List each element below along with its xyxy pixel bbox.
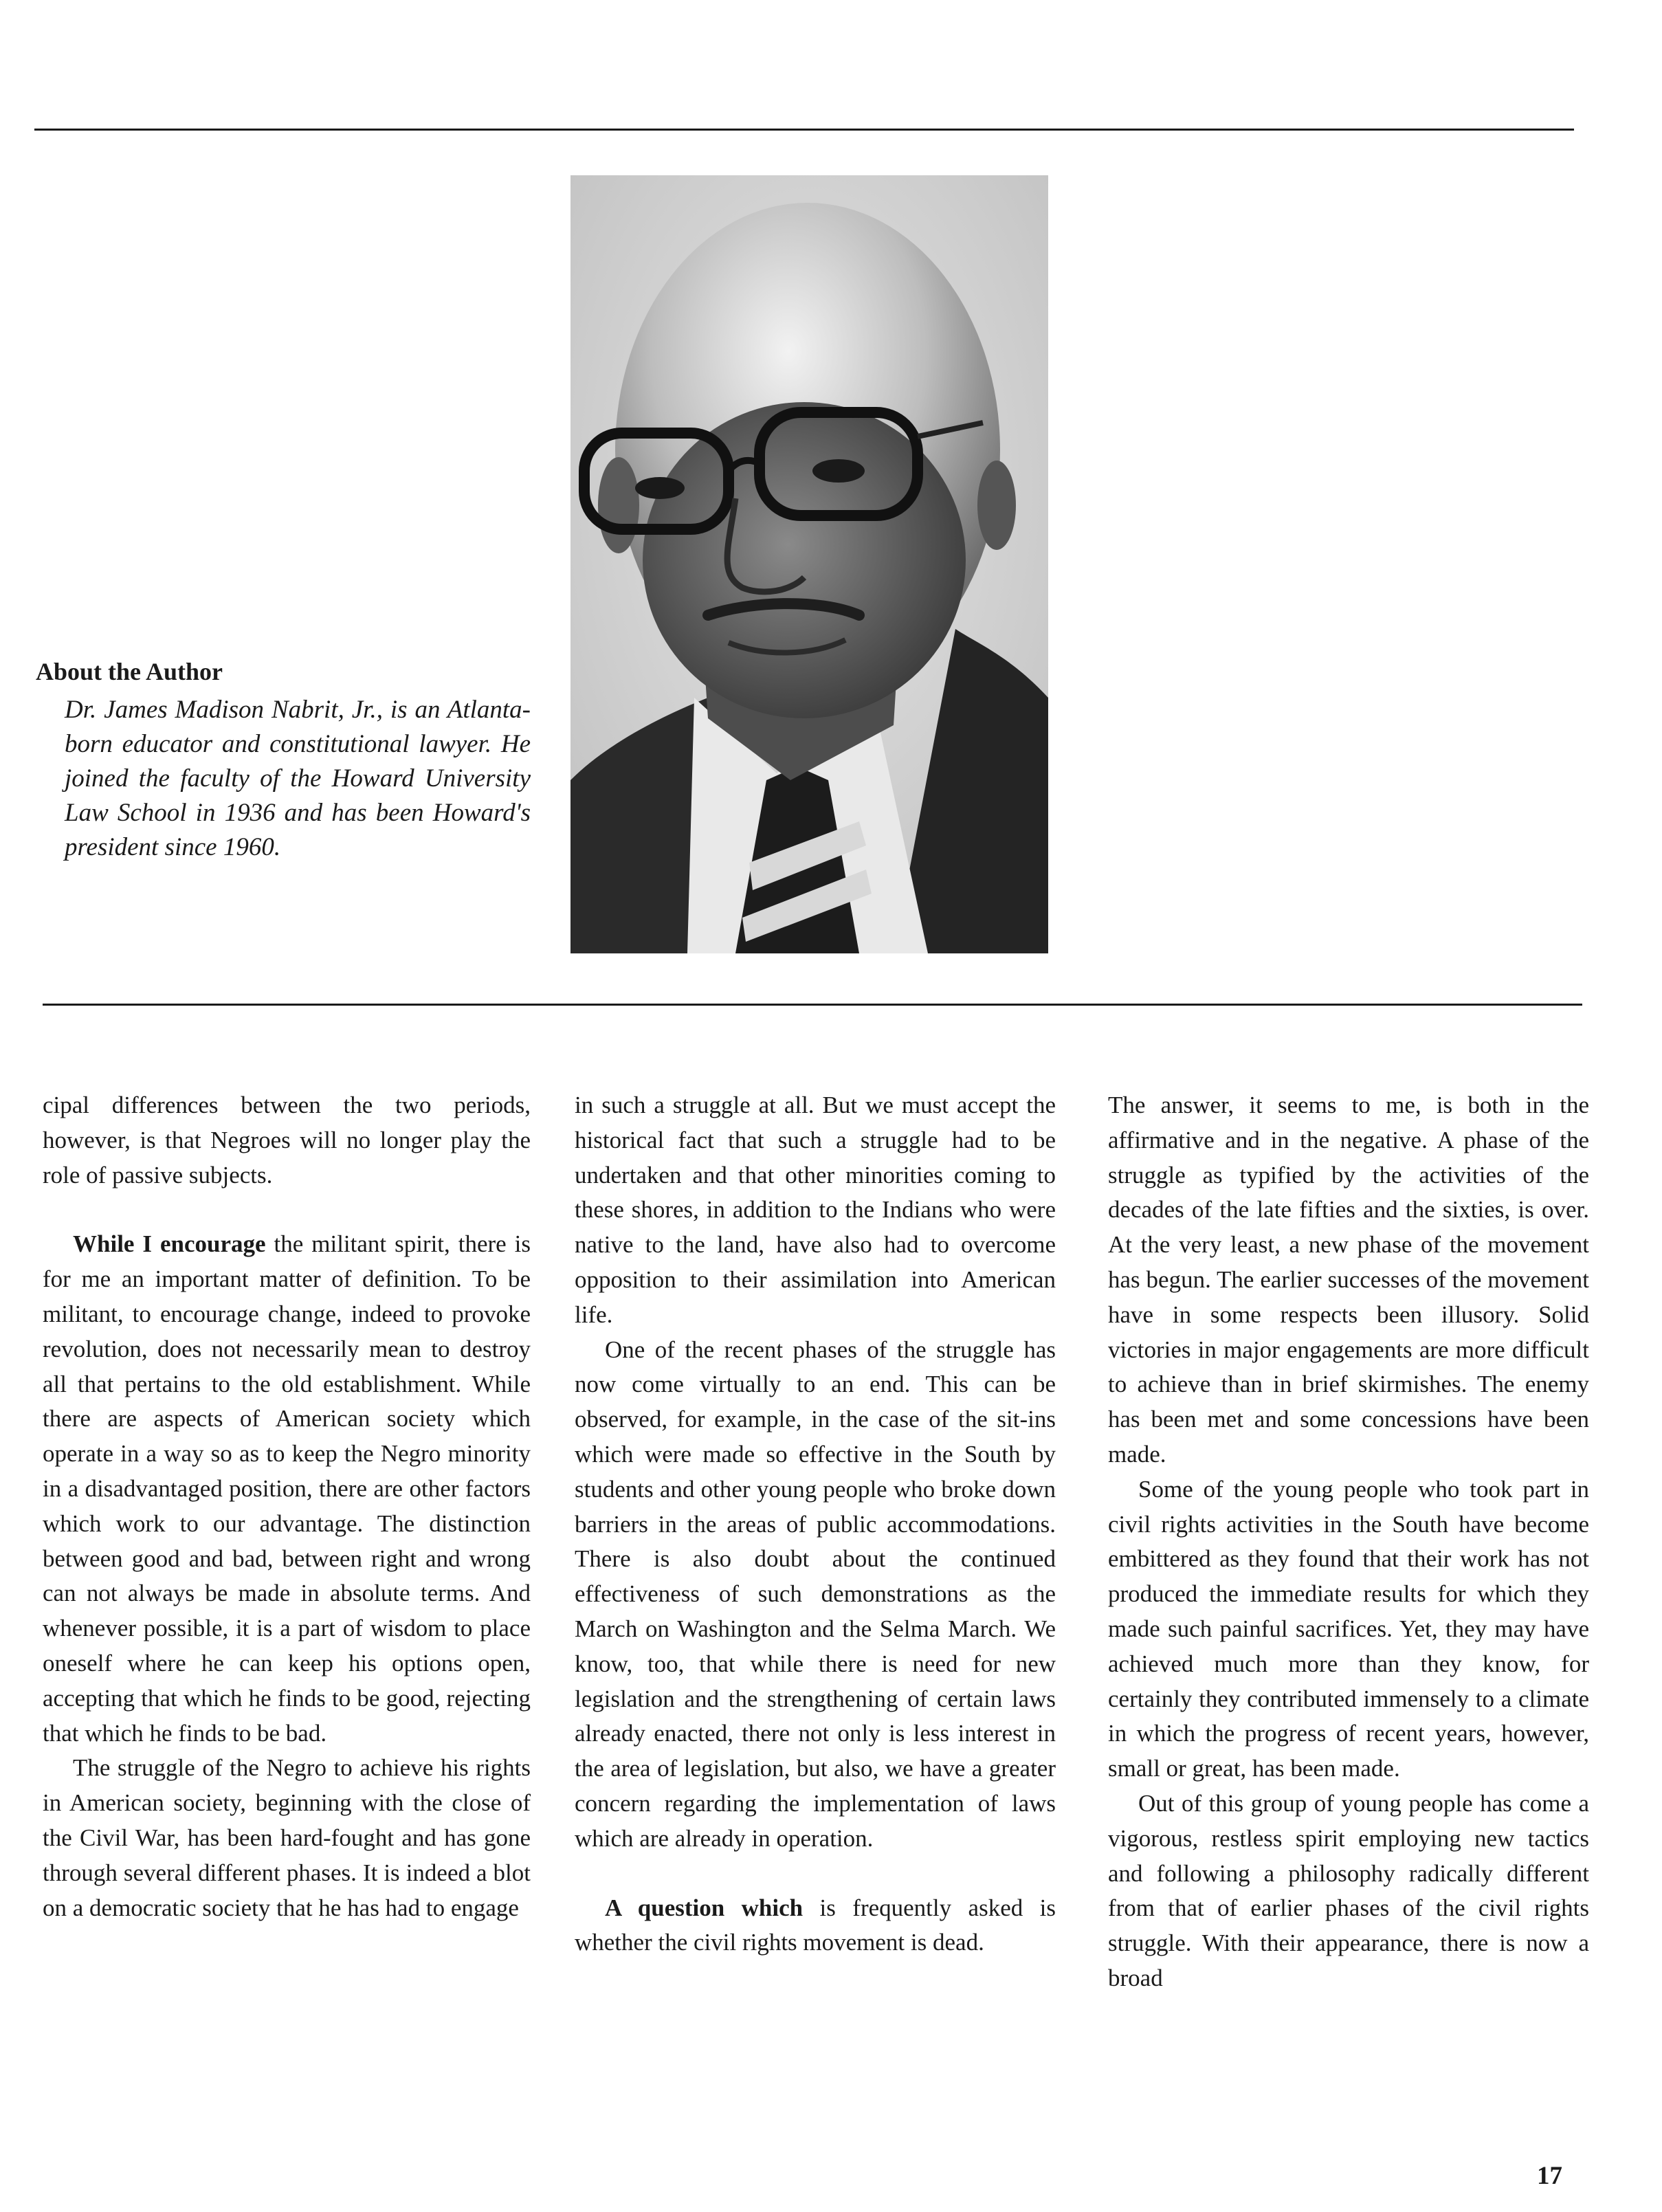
paragraph: The answer, it seems to me, is both in the affirmative and in the negative. A phase of the struggle as typified by the activities of the decades of the late fifties and the sixties, is over. At the very least, a new phase of the movement has begun. The earlier successes of the movement have in some respects been illusory. Solid victories in major engagements are more difficult to achieve than in brief skirmishes. The enemy has been met and some concessions have been made. — [1108, 1092, 1589, 1468]
run-in-heading: While I encourage — [73, 1230, 266, 1258]
text-column-3 — [1108, 1088, 1589, 1996]
author-bio: Dr. James Madison Nabrit, Jr., is an Atlanta-born educator and constitutional lawyer. He joined the faculty of the Howard University Law School in 1936 and has been Howard's president since 1960. — [65, 696, 531, 861]
paragraph-text: the militant spirit, there is for me an important matter of definition. To be militant, to encourage change, indeed to provoke revolution, does not necessarily mean to destroy all that pertains to the old establishment. While there are aspects of American society which operate in a way so as to keep the Negro minority in a disadvantaged position, there are other factors which work to our advantage. The distinction between good and bad, between right and wrong can not always be made in absolute terms. And whenever possible, it is a part of wisdom to place oneself where he can keep his options open, accepting that which he finds to be good, rejecting that which he finds to be bad. — [43, 1230, 531, 1747]
top-divider — [34, 129, 1574, 131]
paragraph-text: is frequently asked is whether the civil rights movement is dead. — [575, 1894, 1056, 1956]
text-column-1 — [43, 1088, 531, 1925]
paragraph: Out of this group of young people has come a vigorous, restless spirit employing new tactics and following a philosophy radically different from that of earlier phases of the civil rights struggle. With their appearance, there is now a broad — [1108, 1789, 1589, 1991]
paragraph: in such a struggle at all. But we must accept the historical fact that such a struggle had to be undertaken and that other minorities coming to these shores, in addition to the Indians who were native to the land, have also had to overcome opposition to their assimilation into American life. — [575, 1092, 1056, 1328]
author-portrait-photo — [570, 175, 1048, 953]
paragraph: Some of the young people who took part in civil rights activities in the South have become embittered as they found that their work has not produced the immediate results for which they made such painful sacrifices. Yet, they may have achieved much more than they know, for certainly they contributed immensely to a climate in which the progress of recent years, however, small or great, has been made. — [1108, 1475, 1589, 1782]
paragraph: One of the recent phases of the struggle has now come virtually to an end. This can be observed, for example, in the case of the sit-ins which were made so effective in the South by students and other young people who broke down barriers in the areas of public accommodations. There is also doubt about the continued effectiveness of such demonstrations as the March on Washington and the Selma March. We know, too, that while there is need for new legislation and the strengthening of certain laws already enacted, there not only is less interest in the area of legislation, but also, we have a greater concern regarding the implementation of laws which are already in operation. — [575, 1336, 1056, 1852]
paragraph — [43, 1227, 531, 1751]
paragraph: The struggle of the Negro to achieve his rights in American society, beginning with the close of the Civil War, has been hard-fought and has gone through several different phases. It is indeed a blot on a democratic society that he has had to engage — [43, 1754, 531, 1921]
author-portrait-icon — [570, 175, 1048, 953]
paragraph: cipal differences between the two periods, however, is that Negroes will no longer play the role of passive subjects. — [43, 1092, 531, 1188]
about-heading: About the Author — [36, 658, 223, 685]
text-column-2 — [575, 1088, 1056, 1960]
run-in-heading: A question which — [605, 1894, 804, 1921]
page-number: 17 — [1537, 2162, 1562, 2190]
about-the-author — [36, 654, 531, 865]
paragraph — [575, 1891, 1056, 1961]
section-divider — [43, 1004, 1582, 1006]
